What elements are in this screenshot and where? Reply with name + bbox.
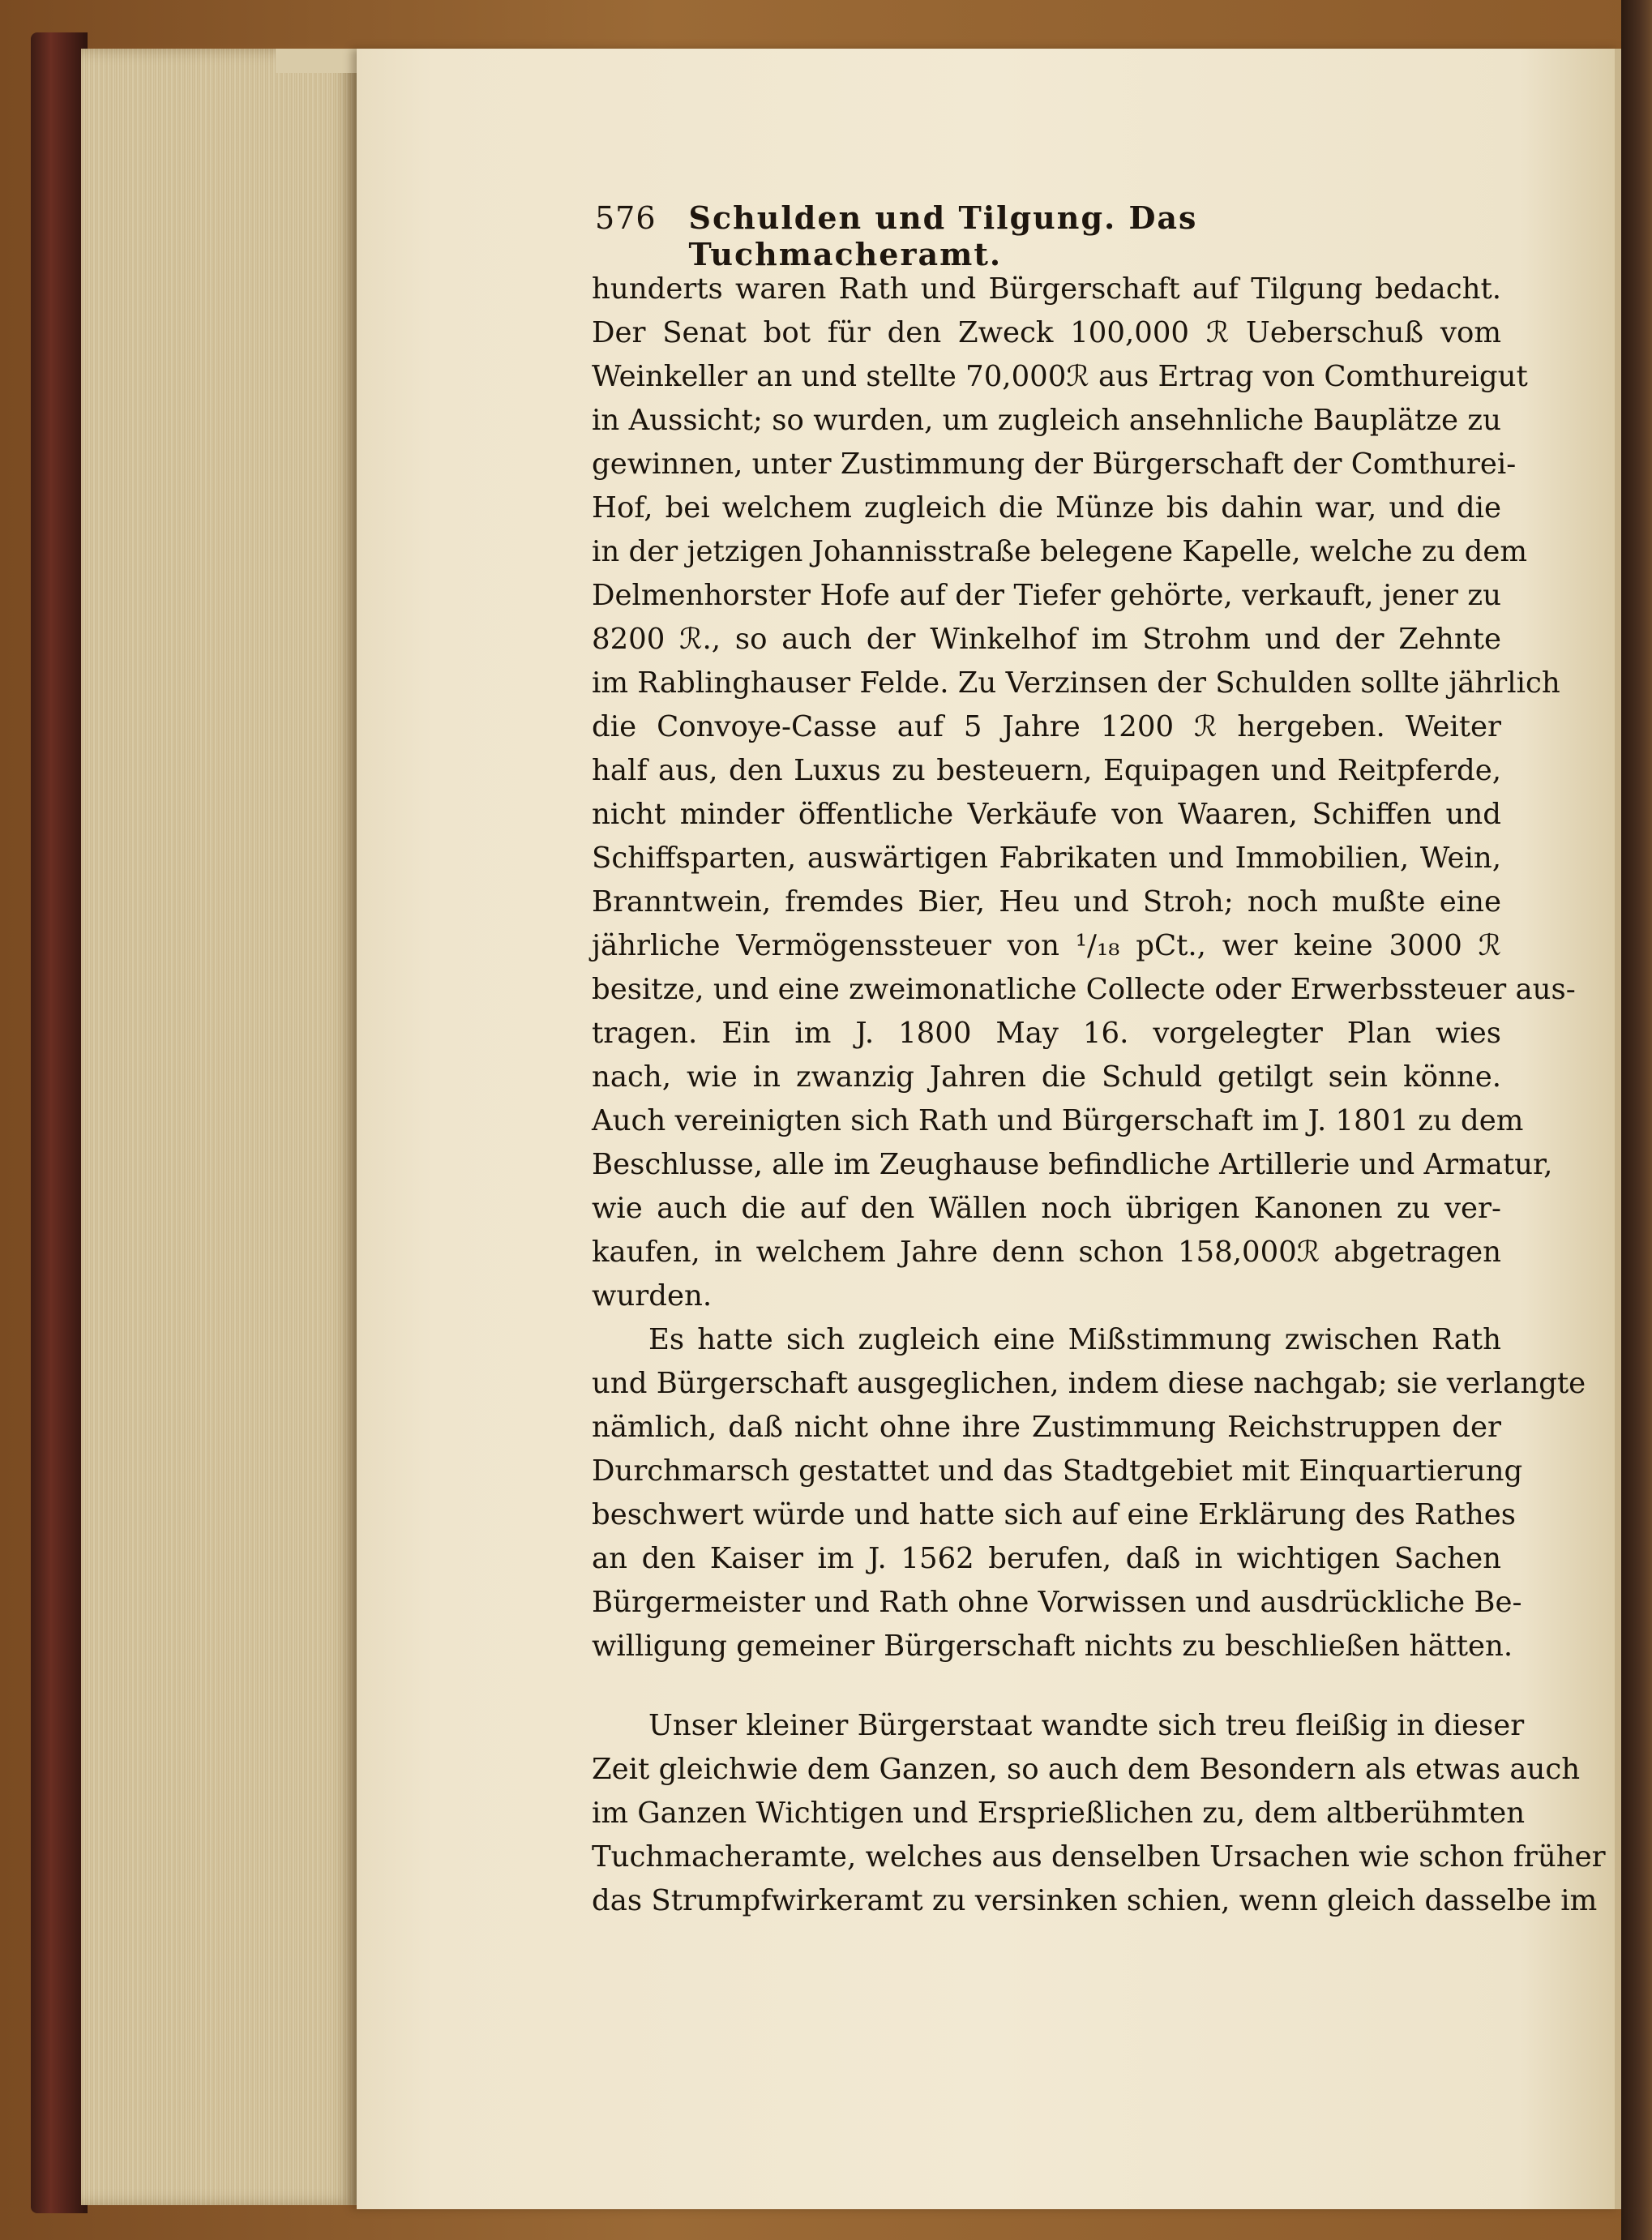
body-text (592, 268, 1606, 1923)
paragraph-2 (592, 1318, 1586, 1668)
text-line: gewinnen, unter Zustimmung der Bürgerschaft der Comthurei- (592, 448, 1517, 481)
text-line: die Convoye-Casse auf 5 Jahre 1200 ℛ hergeben. Weiter (592, 710, 1501, 743)
text-line: Zeit gleichwie dem Ganzen, so auch dem Besondern als etwas auch (592, 1753, 1581, 1786)
text-line: nämlich, daß nicht ohne ihre Zustimmung Reichstruppen der (592, 1411, 1501, 1444)
right-gutter (1621, 0, 1652, 2240)
text-line: Auch vereinigten sich Rath und Bürgerschaft im J. 1801 zu dem (592, 1104, 1524, 1137)
text-line: kaufen, in welchem Jahre denn schon 158,000ℛ abgetragen (592, 1236, 1501, 1269)
text-line: willigung gemeiner Bürgerschaft nichts zu beschließen hätten. (592, 1630, 1513, 1663)
text-line: Unser kleiner Bürgerstaat wandte sich treu fleißig in dieser (648, 1709, 1525, 1742)
text-line: Branntwein, fremdes Bier, Heu und Stroh; noch mußte eine (592, 885, 1501, 919)
text-line: Hof, bei welchem zugleich die Münze bis dahin war, und die (592, 491, 1501, 525)
paragraph-1 (592, 268, 1576, 1318)
text-line: Delmenhorster Hofe auf der Tiefer gehörte, verkauft, jener zu (592, 579, 1501, 612)
text-line: wurden. (592, 1279, 713, 1313)
text-line: hunderts waren Rath und Bürgerschaft auf Tilgung bedacht. (592, 272, 1501, 306)
page-stack-fore-edge (81, 49, 357, 2205)
text-line: Durchmarsch gestattet und das Stadtgebiet mit Einquartierung (592, 1454, 1523, 1488)
text-line: das Strumpfwirkeramt zu versinken schien, wenn gleich dasselbe im (592, 1884, 1598, 1917)
text-line: half aus, den Luxus zu besteuern, Equipagen und Reitpferde, (592, 754, 1501, 787)
text-line: in Aussicht; so wurden, um zugleich ansehnliche Bauplätze zu (592, 404, 1501, 437)
paragraph-3 (592, 1704, 1606, 1923)
text-line: in der jetzigen Johannisstraße belegene Kapelle, welche zu dem (592, 535, 1527, 568)
text-line: tragen. Ein im J. 1800 May 16. vorgelegter Plan wies (592, 1017, 1501, 1050)
text-line: Weinkeller an und stellte 70,000ℛ aus Ertrag von Comthureigut (592, 360, 1528, 393)
text-line: besitze, und eine zweimonatliche Collecte oder Erwerbssteuer aus- (592, 973, 1576, 1006)
text-line: im Rablinghauser Felde. Zu Verzinsen der Schulden sollte jährlich (592, 666, 1560, 700)
text-line: an den Kaiser im J. 1562 berufen, daß in wichtigen Sachen (592, 1542, 1501, 1575)
text-line: beschwert würde und hatte sich auf eine Erklärung des Rathes (592, 1498, 1516, 1531)
text-line: Tuchmacheramte, welches aus denselben Ursachen wie schon früher (592, 1840, 1606, 1874)
text-line: wie auch die auf den Wällen noch übrigen Kanonen zu ver- (592, 1192, 1501, 1225)
text-line: Bürgermeister und Rath ohne Vorwissen und ausdrückliche Be- (592, 1586, 1522, 1619)
text-line: nicht minder öffentliche Verkäufe von Waaren, Schiffen und (592, 798, 1501, 831)
text-line: Es hatte sich zugleich eine Mißstimmung zwischen Rath (648, 1323, 1501, 1356)
running-title: Schulden und Tilgung. Das Tuchmacheramt. (688, 199, 1198, 272)
text-line: jährliche Vermögenssteuer von ¹/₁₈ pCt., wer keine 3000 ℛ (592, 929, 1501, 962)
section-gap (592, 1668, 1501, 1704)
text-line: 8200 ℛ., so auch der Winkelhof im Strohm und der Zehnte (592, 623, 1501, 656)
text-line: und Bürgerschaft ausgeglichen, indem diese nachgab; sie verlangte (592, 1367, 1586, 1400)
text-line: Schiffsparten, auswärtigen Fabrikaten und Immobilien, Wein, (592, 842, 1501, 875)
running-header (595, 199, 1503, 272)
book-cover-edge (31, 32, 88, 2213)
text-line: im Ganzen Wichtigen und Ersprießlichen zu, dem altberühmten (592, 1797, 1526, 1830)
text-line: nach, wie in zwanzig Jahren die Schuld getilgt sein könne. (592, 1060, 1501, 1094)
text-line: Beschlusse, alle im Zeughause befindliche Artillerie und Armatur, (592, 1148, 1553, 1181)
text-line: Der Senat bot für den Zweck 100,000 ℛ Ueberschuß vom (592, 316, 1501, 349)
page-number: 576 (595, 200, 657, 236)
